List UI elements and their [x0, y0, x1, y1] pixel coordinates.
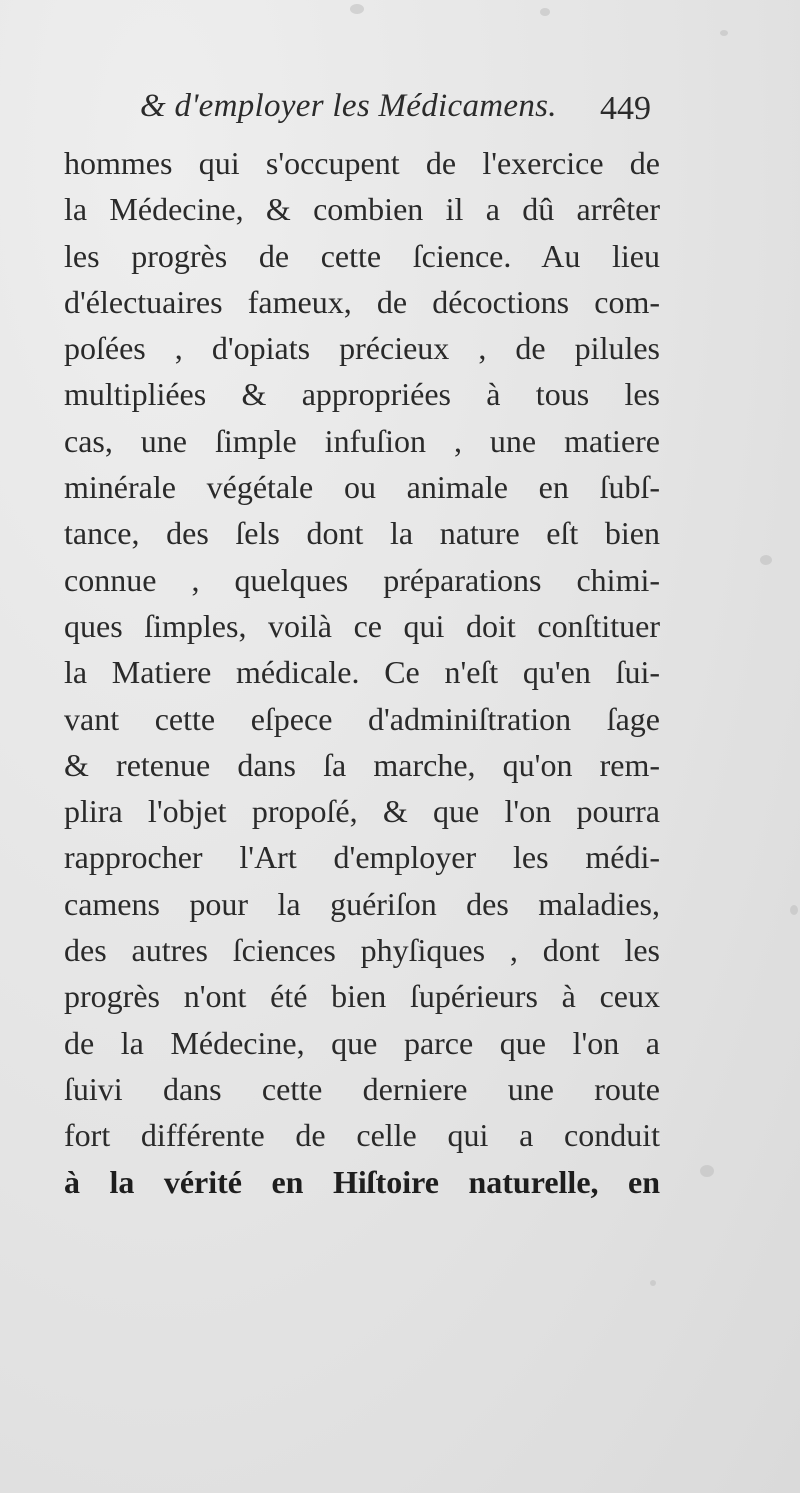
text-line: à la vérité en Hiſtoire naturelle, en: [64, 1163, 660, 1200]
text-line: tance, des ſels dont la nature eſt bien: [64, 515, 660, 552]
text-line: les progrès de cette ſcience. Au lieu: [64, 237, 660, 274]
text-line: cas, une ſimple infuſion , une matiere: [64, 422, 660, 459]
text-line: poſées , d'opiats précieux , de pilules: [64, 330, 660, 367]
paper-stain: [650, 1280, 656, 1286]
text-line: plira l'objet propoſé, & que l'on pourra: [64, 793, 660, 830]
paper-stain: [720, 30, 728, 36]
page-header: [0, 88, 800, 138]
text-line: ques ſimples, voilà ce qui doit conſtituer: [64, 607, 660, 644]
text-line: fort différente de celle qui a conduit: [64, 1117, 660, 1154]
text-line: ſuivi dans cette derniere une route: [64, 1070, 660, 1107]
text-line: minérale végétale ou animale en ſubſ-: [64, 469, 660, 506]
running-head: & d'employer les Médicamens.: [140, 88, 557, 124]
text-line: des autres ſciences phyſiques , dont les: [64, 932, 660, 969]
paper-stain: [760, 555, 772, 565]
text-line: multipliées & appropriées à tous les: [64, 376, 660, 413]
paper-stain: [540, 8, 550, 16]
text-line: connue , quelques préparations chimi-: [64, 561, 660, 598]
page-number: 449: [600, 90, 651, 127]
text-line: vant cette eſpece d'adminiſtration ſage: [64, 700, 660, 737]
text-line: & retenue dans ſa marche, qu'on rem-: [64, 746, 660, 783]
text-line: progrès n'ont été bien ſupérieurs à ceux: [64, 978, 660, 1015]
text-line: hommes qui s'occupent de l'exercice de: [64, 145, 660, 181]
paper-stain: [350, 4, 364, 14]
text-line: camens pour la guériſon des maladies,: [64, 885, 660, 922]
body-text: [64, 140, 660, 1205]
paper-stain: [790, 905, 798, 915]
paper-stain: [700, 1165, 714, 1177]
text-line: la Médecine, & combien il a dû arrêter: [64, 191, 660, 228]
text-line: rapprocher l'Art d'employer les médi-: [64, 839, 660, 876]
text-line: la Matiere médicale. Ce n'eſt qu'en ſui-: [64, 654, 660, 691]
text-line: d'électuaires fameux, de décoctions com-: [64, 283, 660, 320]
text-line: de la Médecine, que parce que l'on a: [64, 1024, 660, 1061]
